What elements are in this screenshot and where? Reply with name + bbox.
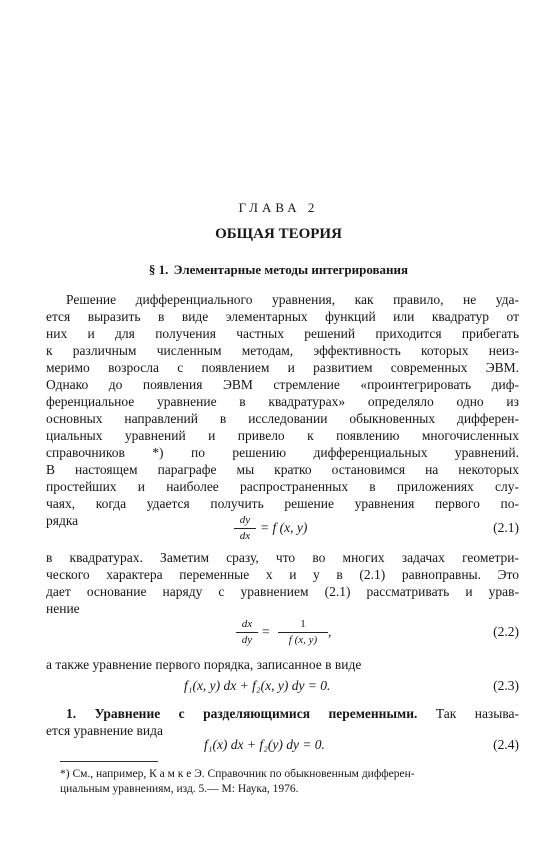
text-line: в квадратурах. Заметим сразу, что во многих задачах геометри- <box>46 550 519 565</box>
section-title: Элементарные методы интегрирования <box>173 262 409 277</box>
eq2-denominator: dy <box>241 634 253 646</box>
text-line: к различным численным методам, эффективность которых неиз- <box>46 343 519 358</box>
text-line: ется выразить в виде элементарных функций или квадратур от <box>46 309 519 324</box>
text-line: дает основание наряду с уравнением (2.1) рассматривать и урав- <box>46 584 519 599</box>
text-line: основных направлений в исследовании обыкновенных дифферен- <box>46 411 519 426</box>
text-line: ференциальное уравнение в квадратурах» определяло одно из <box>46 394 519 409</box>
text-line: Решение дифференциального уравнения, как правило, не уда- <box>66 292 519 307</box>
eq2-numerator: dx <box>241 618 253 630</box>
text-line: Однако до появления ЭВМ стремление «проинтегрировать диф- <box>46 377 519 392</box>
item-1-text: Так называ- <box>435 706 520 721</box>
text-line: ется уравнение вида <box>46 723 163 738</box>
text-line: нение <box>46 601 80 616</box>
eq2-comma: , <box>328 624 332 639</box>
item-1-heading-line <box>66 705 519 722</box>
eq3-label: (2.3) <box>493 678 519 693</box>
footnote-line: *) См., например, К а м к е Э. Справочник по обыкновенным дифферен- <box>60 768 415 780</box>
footnote-line: циальным уравнениям, изд. 5.— М: Наука, 1976. <box>60 783 299 795</box>
eq1-label: (2.1) <box>493 520 519 535</box>
eq2-fraction-bar <box>236 632 258 633</box>
eq1-numerator: dy <box>239 514 251 526</box>
text-line: справочников *) по решению дифференциальных уравнений. <box>46 445 519 460</box>
text-line: В настоящем параграфе мы кратко остановимся на некоторых <box>46 462 519 477</box>
text-line: простейших и наиболее распространенных в приложениях слу- <box>46 479 519 494</box>
section-number: § 1. <box>148 262 169 277</box>
section-heading <box>0 262 557 278</box>
text-line: них и для получения частных решений приходится прибегать <box>46 326 519 341</box>
chapter-label: ГЛАВА 2 <box>238 200 319 215</box>
eq1-rhs: = f (x, y) <box>260 520 308 535</box>
eq4-body: f₁(x) dx + f₂(y) dy = 0. <box>204 737 325 752</box>
item-1-heading: 1. Уравнение с разделяющимися переменными. <box>66 706 418 721</box>
text-line: меримо возросла с появлением и развитием современных ЭВМ. <box>46 360 519 375</box>
text-line: а также уравнение первого порядка, записанное в виде <box>46 657 362 672</box>
eq1-denominator: dx <box>239 530 251 542</box>
text-line: ческого характера переменные x и y в (2.1) равноправны. Это <box>46 567 519 582</box>
eq3-body: f₁(x, y) dx + f₂(x, y) dy = 0. <box>184 678 331 693</box>
footnote-rule <box>60 761 158 762</box>
eq2-equals: = <box>262 624 270 639</box>
eq2-rhs-denominator: f (x, y) <box>288 634 318 646</box>
text-line: чаях, когда удается получить решение уравнения первого по- <box>46 496 519 511</box>
text-line: циальных уравнений и привело к появлению многочисленных <box>46 428 519 443</box>
eq2-rhs-numerator: 1 <box>300 618 306 630</box>
chapter-title: ОБЩАЯ ТЕОРИЯ <box>215 226 342 242</box>
eq4-label: (2.4) <box>493 737 519 752</box>
eq2-rhs-fraction-bar <box>278 632 328 633</box>
eq1-fraction-bar <box>234 528 256 529</box>
text-line: рядка <box>46 513 79 528</box>
eq2-label: (2.2) <box>493 624 519 639</box>
